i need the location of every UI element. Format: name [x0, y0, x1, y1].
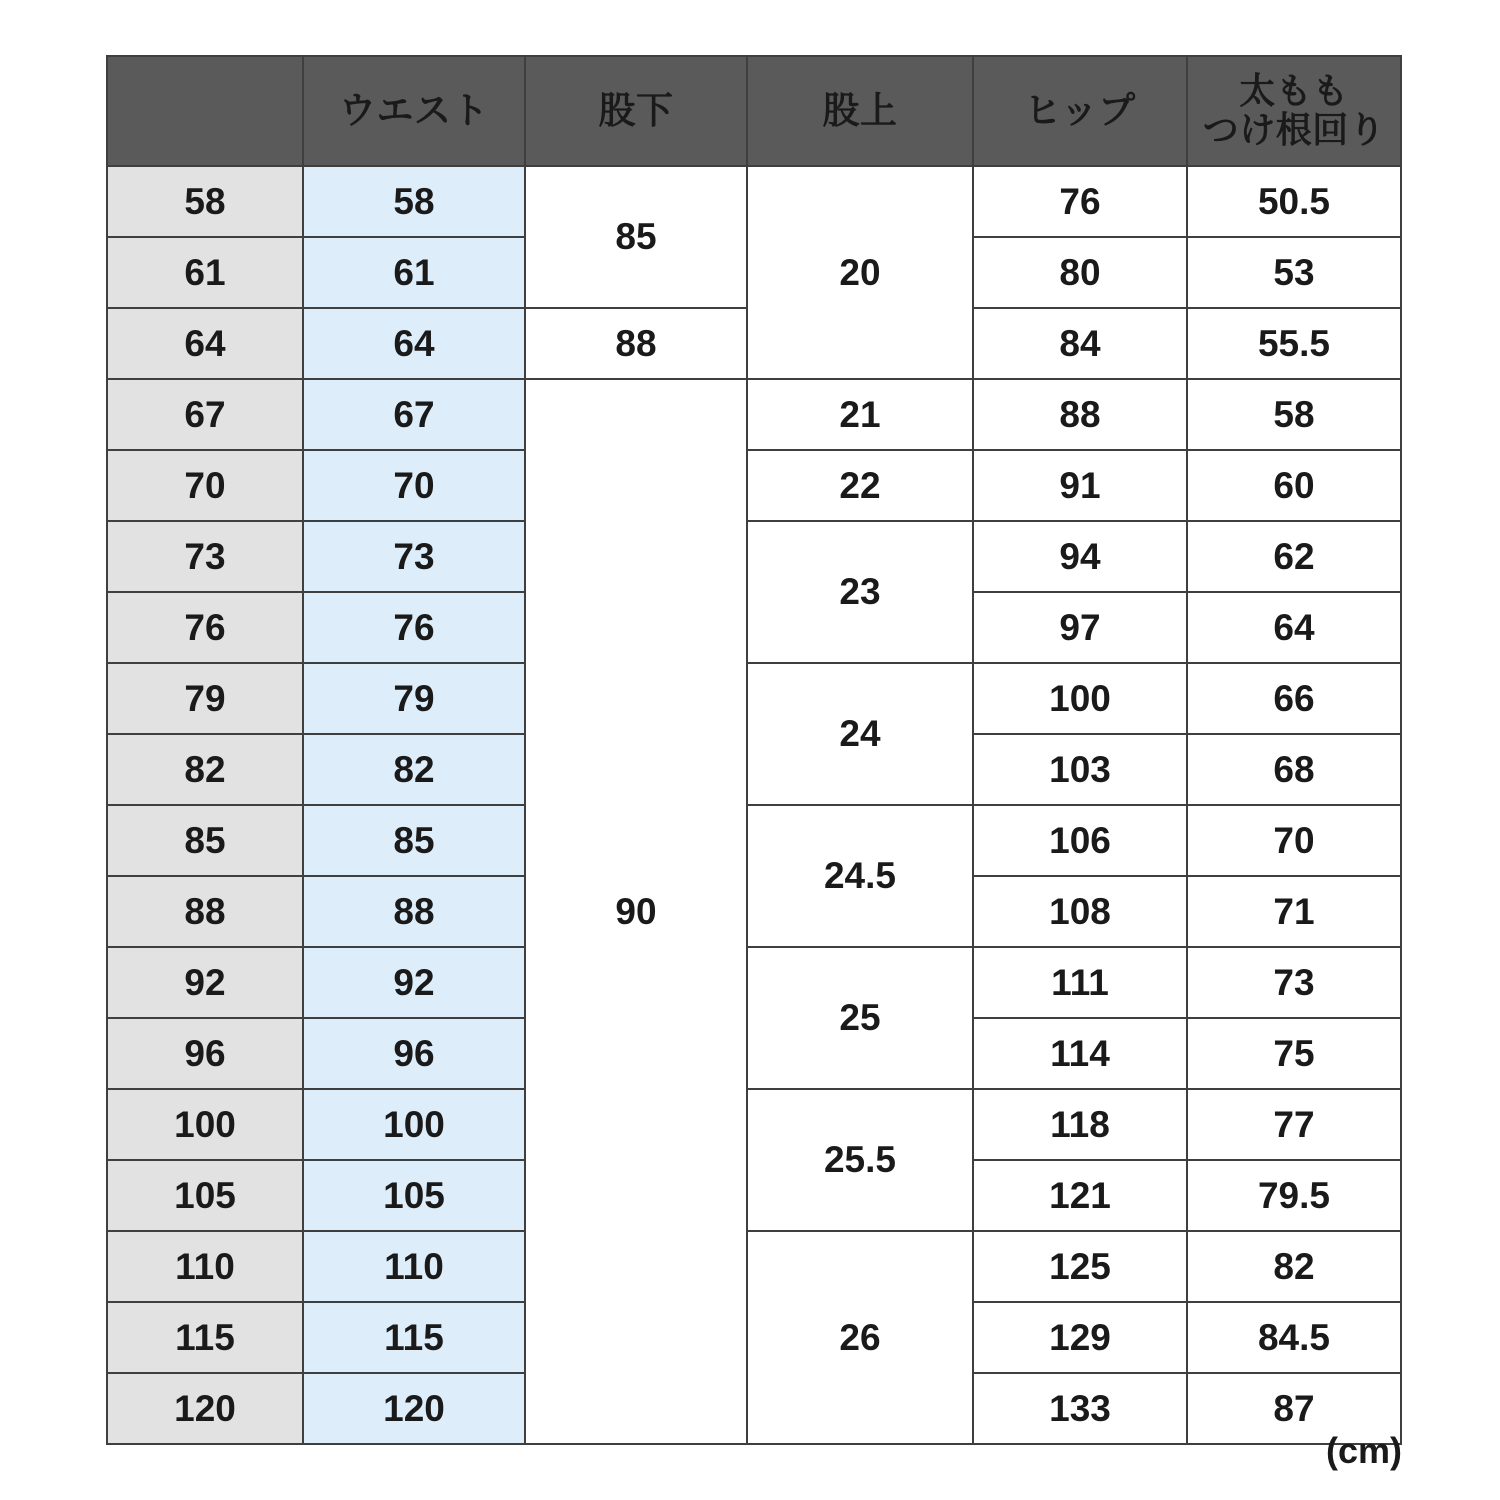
cell-hip: 76: [973, 166, 1187, 237]
cell-waist: 73: [303, 521, 525, 592]
header-thigh-line1: 太もも: [1239, 70, 1349, 112]
cell-waist: 67: [303, 379, 525, 450]
cell-thigh: 50.5: [1187, 166, 1401, 237]
cell-size: 92: [107, 947, 303, 1018]
header-thigh-line2: つけ根回り: [1202, 109, 1386, 150]
cell-hip: 106: [973, 805, 1187, 876]
cell-waist: 105: [303, 1160, 525, 1231]
cell-waist: 115: [303, 1302, 525, 1373]
table-header: [107, 56, 1401, 166]
cell-waist: 70: [303, 450, 525, 521]
header-thigh: [1187, 56, 1401, 166]
cell-thigh: 70: [1187, 805, 1401, 876]
cell-thigh: 53: [1187, 237, 1401, 308]
cell-hip: 91: [973, 450, 1187, 521]
cell-waist: 110: [303, 1231, 525, 1302]
cell-hip: 108: [973, 876, 1187, 947]
cell-thigh: 58: [1187, 379, 1401, 450]
cell-size: 76: [107, 592, 303, 663]
cell-size: 61: [107, 237, 303, 308]
cell-rise: 21: [747, 379, 973, 450]
cell-rise: 24: [747, 663, 973, 805]
cell-size: 88: [107, 876, 303, 947]
cell-thigh: 71: [1187, 876, 1401, 947]
cell-size: 100: [107, 1089, 303, 1160]
cell-waist: 61: [303, 237, 525, 308]
cell-thigh: 75: [1187, 1018, 1401, 1089]
header-waist: ウエスト: [303, 56, 525, 166]
table-row: [107, 379, 1401, 450]
cell-hip: 80: [973, 237, 1187, 308]
cell-size: 67: [107, 379, 303, 450]
cell-hip: 133: [973, 1373, 1187, 1444]
cell-waist: 96: [303, 1018, 525, 1089]
header-hip: ヒップ: [973, 56, 1187, 166]
cell-inseam: 85: [525, 166, 747, 308]
cell-thigh: 73: [1187, 947, 1401, 1018]
unit-note: (cm): [1325, 1430, 1402, 1471]
cell-thigh: 68: [1187, 734, 1401, 805]
cell-thigh: 55.5: [1187, 308, 1401, 379]
cell-hip: 103: [973, 734, 1187, 805]
cell-waist: 64: [303, 308, 525, 379]
cell-size: 70: [107, 450, 303, 521]
cell-rise: 20: [747, 166, 973, 379]
cell-size: 105: [107, 1160, 303, 1231]
table-row: [107, 947, 1401, 1018]
size-table: [106, 55, 1402, 1445]
cell-hip: 111: [973, 947, 1187, 1018]
cell-size: 64: [107, 308, 303, 379]
cell-thigh: 60: [1187, 450, 1401, 521]
table-row: [107, 450, 1401, 521]
table-row: [107, 1089, 1401, 1160]
cell-size: 82: [107, 734, 303, 805]
cell-hip: 129: [973, 1302, 1187, 1373]
cell-inseam: 88: [525, 308, 747, 379]
cell-thigh: 87: [1187, 1373, 1401, 1444]
cell-hip: 114: [973, 1018, 1187, 1089]
cell-hip: 88: [973, 379, 1187, 450]
table-row: [107, 1231, 1401, 1302]
table-body: [107, 166, 1401, 1444]
cell-thigh: 66: [1187, 663, 1401, 734]
cell-size: 79: [107, 663, 303, 734]
table-row: [107, 805, 1401, 876]
cell-size: 85: [107, 805, 303, 876]
table-row: [107, 521, 1401, 592]
cell-rise: 25: [747, 947, 973, 1089]
cell-thigh: 84.5: [1187, 1302, 1401, 1373]
cell-thigh: 62: [1187, 521, 1401, 592]
cell-inseam: 90: [525, 379, 747, 1444]
cell-rise: 22: [747, 450, 973, 521]
cell-hip: 84: [973, 308, 1187, 379]
cell-hip: 94: [973, 521, 1187, 592]
cell-size: 73: [107, 521, 303, 592]
table-row: [107, 166, 1401, 237]
header-row: [107, 56, 1401, 166]
cell-hip: 118: [973, 1089, 1187, 1160]
cell-waist: 58: [303, 166, 525, 237]
cell-size: 96: [107, 1018, 303, 1089]
cell-thigh: 79.5: [1187, 1160, 1401, 1231]
cell-waist: 82: [303, 734, 525, 805]
cell-thigh: 77: [1187, 1089, 1401, 1160]
header-inseam: 股下: [525, 56, 747, 166]
size-chart-sheet: [106, 55, 1400, 1445]
cell-hip: 100: [973, 663, 1187, 734]
cell-hip: 121: [973, 1160, 1187, 1231]
cell-hip: 97: [973, 592, 1187, 663]
cell-thigh: 64: [1187, 592, 1401, 663]
cell-rise: 26: [747, 1231, 973, 1444]
cell-waist: 88: [303, 876, 525, 947]
cell-waist: 92: [303, 947, 525, 1018]
cell-size: 110: [107, 1231, 303, 1302]
cell-waist: 76: [303, 592, 525, 663]
header-size: [107, 56, 303, 166]
cell-rise: 25.5: [747, 1089, 973, 1231]
cell-size: 58: [107, 166, 303, 237]
cell-size: 120: [107, 1373, 303, 1444]
header-rise: 股上: [747, 56, 973, 166]
cell-size: 115: [107, 1302, 303, 1373]
cell-rise: 23: [747, 521, 973, 663]
table-row: [107, 663, 1401, 734]
cell-waist: 120: [303, 1373, 525, 1444]
cell-waist: 79: [303, 663, 525, 734]
cell-rise: 24.5: [747, 805, 973, 947]
cell-waist: 85: [303, 805, 525, 876]
cell-hip: 125: [973, 1231, 1187, 1302]
cell-waist: 100: [303, 1089, 525, 1160]
cell-thigh: 82: [1187, 1231, 1401, 1302]
